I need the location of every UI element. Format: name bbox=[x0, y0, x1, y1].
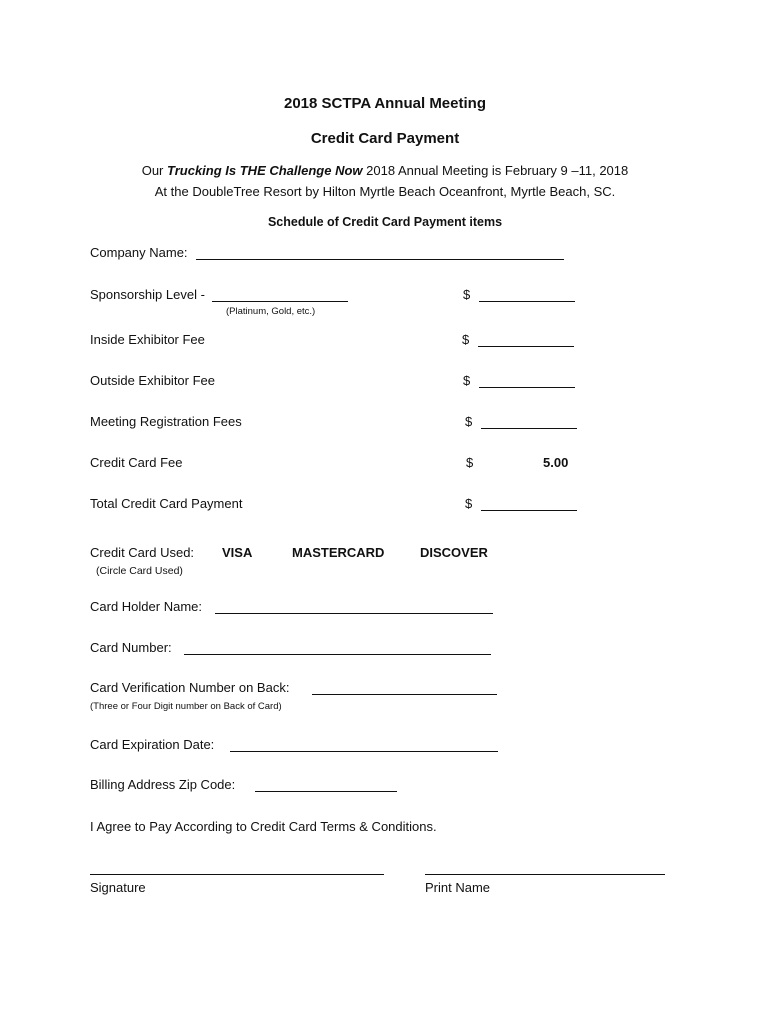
outside-exhibitor-label: Outside Exhibitor Fee bbox=[90, 373, 216, 388]
card-option-visa[interactable]: VISA bbox=[222, 545, 253, 560]
sponsorship-level-label: Sponsorship Level - bbox=[90, 287, 205, 302]
inside-exhibitor-label: Inside Exhibitor Fee bbox=[90, 332, 205, 347]
meeting-registration-dollar-sign: $ bbox=[465, 414, 473, 429]
intro-suffix: 2018 Annual Meeting is February 9 –11, 2018 bbox=[362, 163, 629, 178]
zip-code-field[interactable] bbox=[255, 791, 397, 792]
venue-line: At the DoubleTree Resort by Hilton Myrtle Beach Oceanfront, Myrtle Beach, SC. bbox=[154, 184, 616, 199]
inside-exhibitor-dollar-sign: $ bbox=[462, 332, 470, 347]
verification-hint: (Three or Four Digit number on Back of Card) bbox=[90, 701, 282, 712]
meeting-registration-amount-field[interactable] bbox=[481, 428, 577, 429]
total-payment-label: Total Credit Card Payment bbox=[90, 496, 243, 511]
sponsorship-amount-field[interactable] bbox=[479, 301, 575, 302]
verification-number-field[interactable] bbox=[312, 694, 497, 695]
sponsorship-level-field[interactable] bbox=[212, 301, 348, 302]
company-name-label: Company Name: bbox=[90, 245, 188, 260]
card-option-mastercard[interactable]: MASTERCARD bbox=[292, 545, 385, 560]
intro-prefix: Our bbox=[141, 163, 168, 178]
expiration-date-field[interactable] bbox=[230, 751, 498, 752]
inside-exhibitor-amount-field[interactable] bbox=[478, 346, 574, 347]
page-subtitle: Credit Card Payment bbox=[310, 130, 460, 147]
schedule-heading: Schedule of Credit Card Payment items bbox=[267, 215, 503, 229]
intro-theme: Trucking Is THE Challenge Now bbox=[167, 163, 363, 178]
outside-exhibitor-amount-field[interactable] bbox=[479, 387, 575, 388]
credit-card-fee-label: Credit Card Fee bbox=[90, 455, 183, 470]
card-holder-name-field[interactable] bbox=[215, 613, 493, 614]
card-holder-name-label: Card Holder Name: bbox=[90, 599, 202, 614]
page-title: 2018 SCTPA Annual Meeting bbox=[284, 95, 486, 112]
card-used-label: Credit Card Used: bbox=[90, 545, 195, 560]
agreement-text: I Agree to Pay According to Credit Card Terms & Conditions. bbox=[90, 819, 437, 834]
card-number-label: Card Number: bbox=[90, 640, 172, 655]
credit-card-fee-amount: 5.00 bbox=[543, 455, 569, 470]
verification-number-label: Card Verification Number on Back: bbox=[90, 680, 290, 695]
zip-code-label: Billing Address Zip Code: bbox=[90, 777, 236, 792]
intro-line bbox=[0, 163, 770, 178]
outside-exhibitor-dollar-sign: $ bbox=[463, 373, 471, 388]
signature-label: Signature bbox=[90, 880, 146, 895]
sponsorship-dollar-sign: $ bbox=[463, 287, 471, 302]
signature-field[interactable] bbox=[90, 874, 384, 875]
meeting-registration-label: Meeting Registration Fees bbox=[90, 414, 242, 429]
company-name-field[interactable] bbox=[196, 259, 564, 260]
credit-card-fee-dollar-sign: $ bbox=[466, 455, 474, 470]
card-number-field[interactable] bbox=[184, 654, 491, 655]
expiration-date-label: Card Expiration Date: bbox=[90, 737, 215, 752]
card-option-discover[interactable]: DISCOVER bbox=[420, 545, 488, 560]
total-payment-dollar-sign: $ bbox=[465, 496, 473, 511]
sponsorship-hint: (Platinum, Gold, etc.) bbox=[226, 306, 316, 317]
print-name-label: Print Name bbox=[425, 880, 491, 895]
card-used-hint: (Circle Card Used) bbox=[96, 565, 183, 577]
print-name-field[interactable] bbox=[425, 874, 665, 875]
total-payment-amount-field[interactable] bbox=[481, 510, 577, 511]
